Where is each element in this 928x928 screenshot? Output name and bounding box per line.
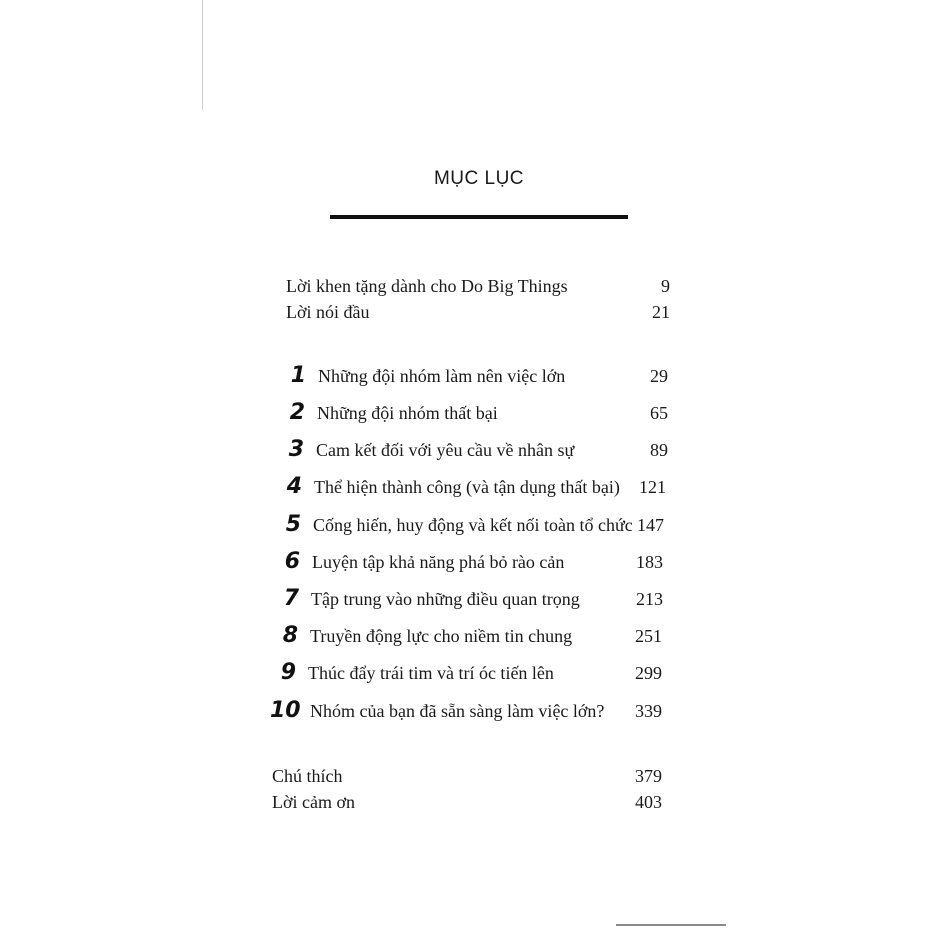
entry-page: 21 bbox=[652, 302, 670, 322]
entry-label: Lời khen tặng dành cho Do Big Things bbox=[286, 276, 568, 296]
toc-entry-back bbox=[272, 788, 662, 816]
entry-page: 379 bbox=[635, 766, 662, 786]
entry-page: 65 bbox=[650, 403, 668, 423]
toc-entry-chapter bbox=[270, 399, 668, 427]
entry-label: Nhóm của bạn đã sẵn sàng làm việc lớn? bbox=[310, 701, 605, 721]
toc-entry-chapter bbox=[270, 436, 668, 464]
toc-entry-back bbox=[272, 762, 662, 790]
entry-label: Lời nói đầu bbox=[286, 302, 370, 322]
toc-entry-chapter bbox=[270, 659, 662, 687]
page-title: MỤC LỤC bbox=[433, 168, 525, 189]
entry-page: 147 bbox=[637, 515, 664, 535]
chapter-number: 8 bbox=[282, 623, 298, 648]
page-gutter-line bbox=[202, 0, 203, 110]
entry-label: Cam kết đối với yêu cầu về nhân sự bbox=[316, 440, 575, 460]
entry-page: 213 bbox=[636, 589, 663, 609]
toc-entry-chapter bbox=[270, 697, 662, 725]
toc-entry-chapter bbox=[270, 511, 664, 539]
entry-label: Truyền động lực cho niềm tin chung bbox=[310, 626, 573, 646]
toc-entry-chapter bbox=[270, 622, 662, 650]
chapter-number: 6 bbox=[284, 549, 300, 574]
entry-page: 121 bbox=[639, 477, 666, 497]
entry-label: Tập trung vào những điều quan trọng bbox=[311, 589, 580, 609]
entry-label: Cống hiến, huy động và kết nối toàn tổ chức bbox=[313, 515, 633, 535]
entry-page: 9 bbox=[661, 276, 670, 296]
title-rule bbox=[330, 215, 628, 219]
toc-entry-front bbox=[286, 298, 670, 326]
entry-label: Thể hiện thành công (và tận dụng thất bại) bbox=[314, 477, 620, 497]
bottom-rule bbox=[616, 924, 726, 926]
entry-label: Những đội nhóm làm nên việc lớn bbox=[318, 366, 566, 386]
chapter-number: 1 bbox=[290, 363, 306, 388]
entry-label: Những đội nhóm thất bại bbox=[317, 403, 498, 423]
chapter-number: 4 bbox=[286, 474, 302, 499]
toc-entry-chapter bbox=[270, 548, 663, 576]
chapter-number: 10 bbox=[270, 698, 301, 723]
entry-page: 299 bbox=[635, 663, 662, 683]
entry-page: 403 bbox=[635, 792, 662, 812]
entry-label: Luyện tập khả năng phá bỏ rào cản bbox=[312, 552, 565, 572]
entry-label: Lời cảm ơn bbox=[272, 792, 356, 812]
chapter-number: 7 bbox=[283, 586, 299, 611]
entry-page: 251 bbox=[635, 626, 662, 646]
entry-page: 29 bbox=[650, 366, 668, 386]
toc-entry-chapter bbox=[270, 362, 668, 390]
entry-label: Thúc đẩy trái tim và trí óc tiến lên bbox=[308, 663, 554, 683]
toc-entry-chapter bbox=[270, 585, 663, 613]
entry-page: 183 bbox=[636, 552, 663, 572]
chapter-number: 9 bbox=[280, 660, 296, 685]
entry-page: 89 bbox=[650, 440, 668, 460]
chapter-number: 5 bbox=[285, 512, 301, 537]
entry-label: Chú thích bbox=[272, 766, 343, 786]
toc-entry-chapter bbox=[270, 473, 666, 501]
entry-page: 339 bbox=[635, 701, 662, 721]
chapter-number: 2 bbox=[289, 400, 305, 425]
chapter-number: 3 bbox=[288, 437, 304, 462]
toc-entry-front bbox=[286, 272, 670, 300]
